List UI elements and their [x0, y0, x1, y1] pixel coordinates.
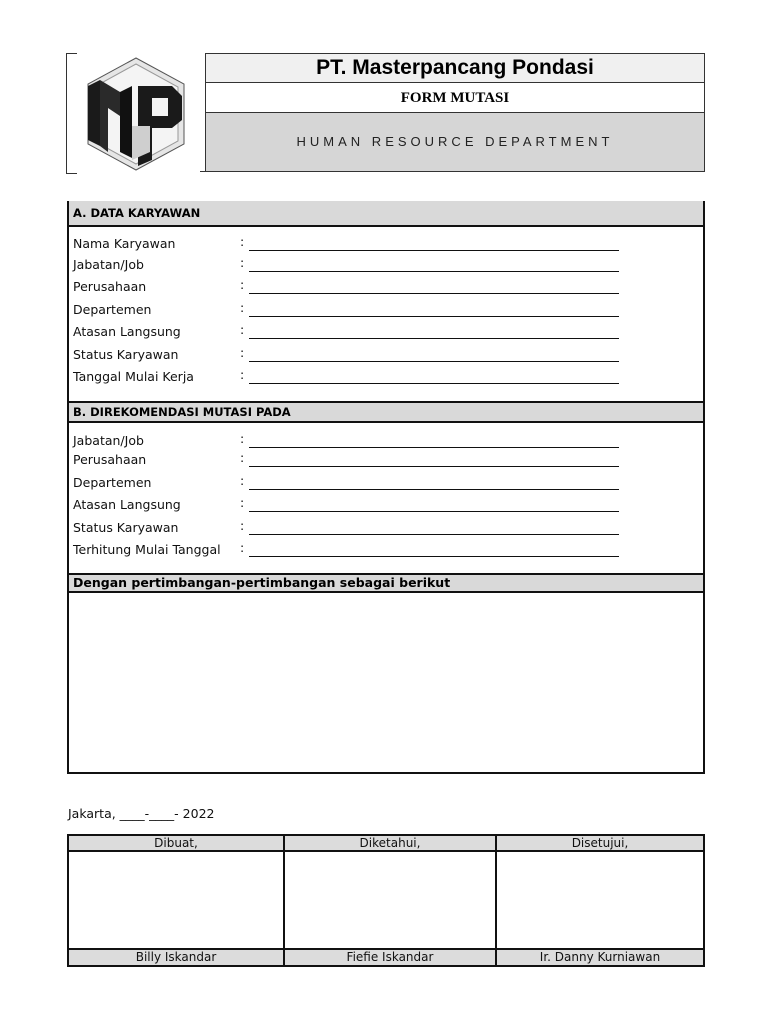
field-label: Perusahaan	[73, 279, 147, 294]
field-row	[69, 302, 703, 322]
logo-bracket	[66, 53, 77, 174]
header-box	[205, 53, 705, 172]
section-a-header: A. DATA KARYAWAN	[69, 201, 703, 227]
signature-column	[69, 836, 283, 965]
field-input-line[interactable]	[249, 271, 619, 272]
field-label: Status Karyawan	[73, 347, 179, 362]
form-frame	[67, 201, 705, 774]
field-colon: :	[240, 431, 245, 446]
header-divider	[200, 171, 206, 172]
field-input-line[interactable]	[249, 293, 619, 294]
section-b-header: B. DIREKOMENDASI MUTASI PADA	[69, 401, 703, 423]
date-line: Jakarta, ____-____- 2022	[68, 806, 215, 821]
field-colon: :	[240, 277, 245, 292]
field-colon: :	[240, 300, 245, 315]
signature-name: Billy Iskandar	[69, 948, 283, 965]
field-row	[69, 520, 703, 540]
field-input-line[interactable]	[249, 338, 619, 339]
field-row	[69, 236, 703, 256]
form-title: FORM MUTASI	[206, 83, 704, 113]
field-colon: :	[240, 450, 245, 465]
field-input-line[interactable]	[249, 383, 619, 384]
field-row	[69, 324, 703, 344]
field-colon: :	[240, 540, 245, 555]
field-colon: :	[240, 255, 245, 270]
signature-role: Dibuat,	[69, 836, 283, 852]
field-colon: :	[240, 234, 245, 249]
field-row	[69, 347, 703, 367]
field-row	[69, 542, 703, 562]
signature-role: Diketahui,	[285, 836, 495, 852]
field-input-line[interactable]	[249, 511, 619, 512]
field-colon: :	[240, 345, 245, 360]
field-input-line[interactable]	[249, 489, 619, 490]
company-logo	[80, 56, 192, 172]
field-label: Status Karyawan	[73, 520, 179, 535]
signature-name: Fiefie Iskandar	[285, 948, 495, 965]
field-label: Atasan Langsung	[73, 324, 181, 339]
considerations-header: Dengan pertimbangan-pertimbangan sebagai berikut	[69, 573, 703, 593]
field-label: Atasan Langsung	[73, 497, 181, 512]
company-name: PT. Masterpancang Pondasi	[206, 54, 704, 83]
signature-name: Ir. Danny Kurniawan	[497, 948, 703, 965]
field-colon: :	[240, 367, 245, 382]
field-colon: :	[240, 473, 245, 488]
field-input-line[interactable]	[249, 250, 619, 251]
field-input-line[interactable]	[249, 466, 619, 467]
field-row	[69, 497, 703, 517]
field-row	[69, 475, 703, 495]
field-label: Jabatan/Job	[73, 257, 144, 272]
field-label: Nama Karyawan	[73, 236, 176, 251]
signature-column	[283, 836, 497, 965]
field-label: Departemen	[73, 302, 152, 317]
field-label: Tanggal Mulai Kerja	[73, 369, 194, 384]
department-name: HUMAN RESOURCE DEPARTMENT	[206, 113, 704, 171]
field-input-line[interactable]	[249, 556, 619, 557]
field-row	[69, 279, 703, 299]
field-row	[69, 257, 703, 277]
considerations-textarea[interactable]	[69, 593, 703, 772]
field-input-line[interactable]	[249, 361, 619, 362]
field-label: Terhitung Mulai Tanggal	[73, 542, 221, 557]
field-colon: :	[240, 495, 245, 510]
field-label: Perusahaan	[73, 452, 147, 467]
field-row	[69, 369, 703, 389]
signature-table	[67, 834, 705, 967]
field-colon: :	[240, 518, 245, 533]
field-input-line[interactable]	[249, 447, 619, 448]
field-input-line[interactable]	[249, 316, 619, 317]
field-input-line[interactable]	[249, 534, 619, 535]
field-row	[69, 433, 703, 453]
signature-role: Disetujui,	[497, 836, 703, 852]
field-label: Jabatan/Job	[73, 433, 144, 448]
field-colon: :	[240, 322, 245, 337]
signature-column	[497, 836, 703, 965]
field-row	[69, 452, 703, 472]
field-label: Departemen	[73, 475, 152, 490]
